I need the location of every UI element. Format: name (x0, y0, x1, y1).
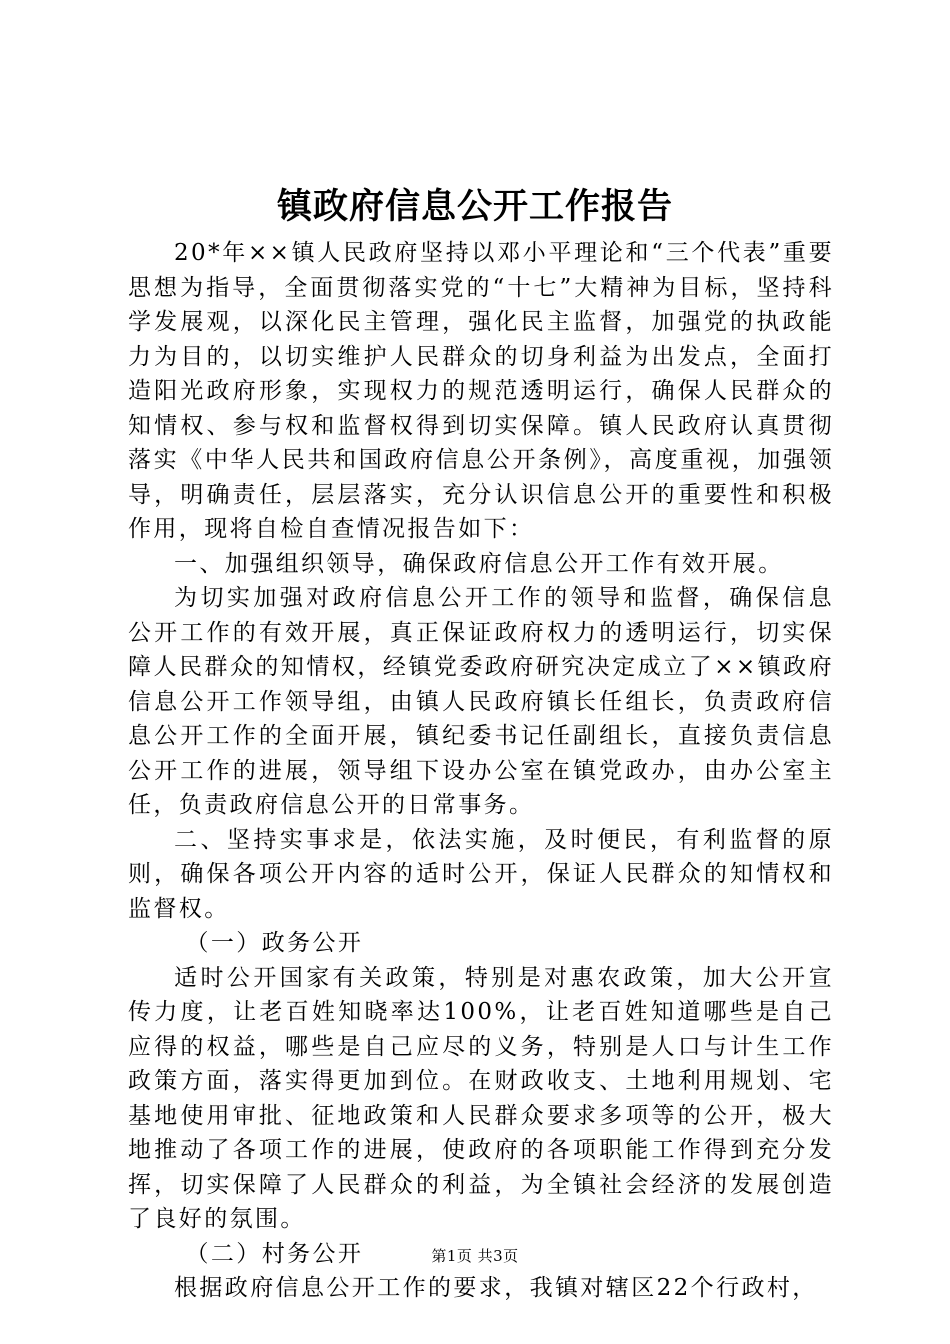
section-heading-1: 一、加强组织领导，确保政府信息公开工作有效开展。 (174, 550, 784, 577)
paragraph-village-affairs: 根据政府信息公开工作的要求，我镇对辖区22个行政村， (174, 1275, 818, 1301)
paragraph-section-1: 为切实加强对政府信息公开工作的领导和监督，确保信息公开工作的有效开展，真正保证政府权力的透明运行，切实保障人民群众的知情权，经镇党委政府研究决定成立了××镇政府信息公开工作领导组，由镇人民政府镇长任组长，负责政府信息公开工作的全面开展，镇纪委书记任副组长，直接负责信息公开工作的进展，领导组下设办公室在镇党政办，由办公室主任，负责政府信息公开的日常事务。 (128, 585, 834, 818)
document-title: 镇政府信息公开工作报告 (276, 186, 673, 227)
page-footer: 第1页 共3页 (431, 1247, 519, 1265)
subsection-heading-government-affairs: （一）政务公开 (185, 930, 364, 956)
paragraph-government-affairs: 适时公开国家有关政策，特别是对惠农政策，加大公开宣传力度，让老百姓知晓率达100%，让老百姓知道哪些是自己应得的权益，哪些是自己应尽的义务，特别是人口与计生工作政策方面，落实得更加到位。在财政收支、土地利用规划、宅基地使用审批、征地政策和人民群众要求多项等的公开，极大地推动了各项工作的进展，使政府的各项职能工作得到充分发挥，切实保障了人民群众的利益，为全镇社会经济的发展创造了良好的氛围。 (128, 964, 834, 1232)
document-body (128, 236, 834, 1306)
section-heading-2: 二、坚持实事求是，依法实施，及时便民，有利监督的原则，确保各项公开内容的适时公开，保证人民群众的知情权和监督权。 (128, 826, 834, 922)
subsection-heading-village-affairs: （二）村务公开 (185, 1240, 364, 1267)
paragraph-intro: 20*年××镇人民政府坚持以邓小平理论和“三个代表”重要思想为指导，全面贯彻落实党的“十七”大精神为目标，坚持科学发展观，以深化民主管理，强化民主监督，加强党的执政能力为目的，以切实维护人民群众的切身利益为出发点，全面打造阳光政府形象，实现权力的规范透明运行，确保人民群众的知情权、参与权和监督权得到切实保障。镇人民政府认真贯彻落实《中华人民共和国政府信息公开条例》，高度重视，加强领导，明确责任，层层落实，充分认识信息公开的重要性和积极作用，现将自检自查情况报告如下： (128, 240, 834, 542)
